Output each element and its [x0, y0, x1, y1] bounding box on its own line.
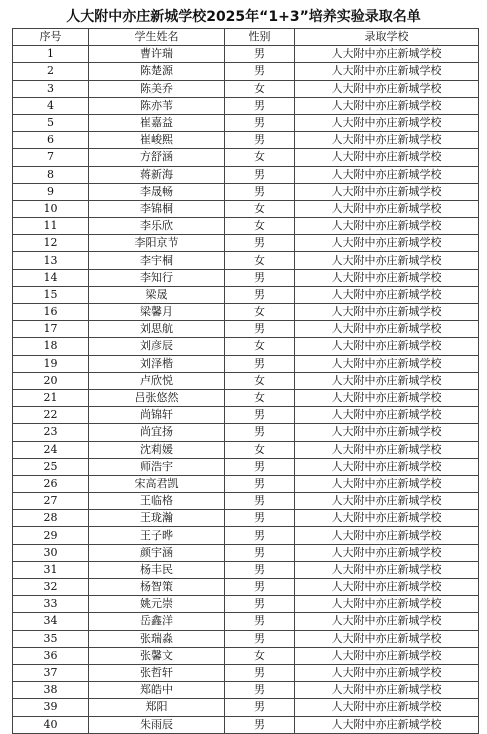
cell-school: 人大附中亦庄新城学校 — [295, 304, 479, 321]
cell-school: 人大附中亦庄新城学校 — [295, 544, 479, 561]
cell-gender: 男 — [225, 579, 295, 596]
cell-gender: 女 — [225, 149, 295, 166]
cell-student-name: 卢欣悦 — [89, 372, 225, 389]
cell-gender: 男 — [225, 355, 295, 372]
table-row — [13, 218, 479, 235]
cell-student-name: 李知行 — [89, 269, 225, 286]
table-row — [13, 475, 479, 492]
cell-gender: 男 — [225, 613, 295, 630]
cell-no: 24 — [13, 441, 89, 458]
cell-school: 人大附中亦庄新城学校 — [295, 252, 479, 269]
cell-school: 人大附中亦庄新城学校 — [295, 493, 479, 510]
table-row — [13, 97, 479, 114]
cell-gender: 男 — [225, 510, 295, 527]
cell-student-name: 刘彦辰 — [89, 338, 225, 355]
cell-student-name: 吕张悠然 — [89, 389, 225, 406]
cell-school: 人大附中亦庄新城学校 — [295, 80, 479, 97]
cell-student-name: 刘思航 — [89, 321, 225, 338]
cell-gender: 女 — [225, 200, 295, 217]
cell-gender: 男 — [225, 596, 295, 613]
cell-student-name: 杨智策 — [89, 579, 225, 596]
cell-no: 23 — [13, 424, 89, 441]
cell-no: 4 — [13, 97, 89, 114]
cell-gender: 女 — [225, 218, 295, 235]
cell-school: 人大附中亦庄新城学校 — [295, 510, 479, 527]
cell-gender: 女 — [225, 80, 295, 97]
cell-student-name: 王珑瀚 — [89, 510, 225, 527]
cell-gender: 男 — [225, 132, 295, 149]
document-title: 人大附中亦庄新城学校2025年“1+3”培养实验录取名单 — [66, 9, 421, 25]
table-row — [13, 149, 479, 166]
cell-student-name: 郑皓中 — [89, 682, 225, 699]
cell-no: 40 — [13, 716, 89, 733]
cell-gender: 女 — [225, 389, 295, 406]
table-row — [13, 372, 479, 389]
table-row — [13, 613, 479, 630]
table-row — [13, 183, 479, 200]
cell-no: 35 — [13, 630, 89, 647]
cell-school: 人大附中亦庄新城学校 — [295, 630, 479, 647]
cell-student-name: 崔峻熙 — [89, 132, 225, 149]
table-row — [13, 544, 479, 561]
table-row — [13, 596, 479, 613]
cell-student-name: 张哲轩 — [89, 664, 225, 681]
cell-no: 38 — [13, 682, 89, 699]
cell-school: 人大附中亦庄新城学校 — [295, 699, 479, 716]
cell-school: 人大附中亦庄新城学校 — [295, 458, 479, 475]
cell-no: 18 — [13, 338, 89, 355]
column-header-gender: 性别 — [225, 29, 295, 46]
table-header — [13, 29, 479, 46]
cell-school: 人大附中亦庄新城学校 — [295, 527, 479, 544]
cell-school: 人大附中亦庄新城学校 — [295, 613, 479, 630]
cell-school: 人大附中亦庄新城学校 — [295, 338, 479, 355]
cell-school: 人大附中亦庄新城学校 — [295, 97, 479, 114]
cell-school: 人大附中亦庄新城学校 — [295, 647, 479, 664]
table-row — [13, 114, 479, 131]
cell-no: 11 — [13, 218, 89, 235]
cell-student-name: 张馨文 — [89, 647, 225, 664]
cell-school: 人大附中亦庄新城学校 — [295, 132, 479, 149]
cell-no: 37 — [13, 664, 89, 681]
cell-student-name: 师浩宇 — [89, 458, 225, 475]
cell-no: 1 — [13, 46, 89, 63]
table-row — [13, 80, 479, 97]
cell-student-name: 宋高君凯 — [89, 475, 225, 492]
cell-school: 人大附中亦庄新城学校 — [295, 561, 479, 578]
cell-no: 19 — [13, 355, 89, 372]
cell-gender: 男 — [225, 493, 295, 510]
cell-school: 人大附中亦庄新城学校 — [295, 200, 479, 217]
cell-student-name: 陈楚源 — [89, 63, 225, 80]
table-body — [13, 46, 479, 734]
table-row — [13, 407, 479, 424]
cell-school: 人大附中亦庄新城学校 — [295, 63, 479, 80]
table-row — [13, 458, 479, 475]
cell-no: 13 — [13, 252, 89, 269]
table-row — [13, 647, 479, 664]
cell-gender: 男 — [225, 716, 295, 733]
cell-no: 21 — [13, 389, 89, 406]
cell-school: 人大附中亦庄新城学校 — [295, 46, 479, 63]
cell-no: 10 — [13, 200, 89, 217]
cell-student-name: 梁晟 — [89, 286, 225, 303]
cell-gender: 男 — [225, 664, 295, 681]
cell-no: 22 — [13, 407, 89, 424]
column-header-name: 学生姓名 — [89, 29, 225, 46]
cell-gender: 女 — [225, 441, 295, 458]
cell-no: 28 — [13, 510, 89, 527]
cell-no: 20 — [13, 372, 89, 389]
cell-gender: 男 — [225, 475, 295, 492]
table-row — [13, 579, 479, 596]
cell-no: 25 — [13, 458, 89, 475]
cell-school: 人大附中亦庄新城学校 — [295, 166, 479, 183]
cell-gender: 男 — [225, 458, 295, 475]
cell-school: 人大附中亦庄新城学校 — [295, 235, 479, 252]
cell-gender: 男 — [225, 46, 295, 63]
cell-student-name: 方舒涵 — [89, 149, 225, 166]
cell-no: 6 — [13, 132, 89, 149]
cell-gender: 男 — [225, 630, 295, 647]
cell-gender: 男 — [225, 682, 295, 699]
table-row — [13, 493, 479, 510]
table-row — [13, 510, 479, 527]
cell-no: 29 — [13, 527, 89, 544]
cell-gender: 男 — [225, 114, 295, 131]
table-row — [13, 424, 479, 441]
table-row — [13, 286, 479, 303]
table-row — [13, 252, 479, 269]
cell-student-name: 梁馨月 — [89, 304, 225, 321]
cell-gender: 男 — [225, 544, 295, 561]
table-row — [13, 389, 479, 406]
cell-no: 15 — [13, 286, 89, 303]
table-row — [13, 561, 479, 578]
table-row — [13, 441, 479, 458]
cell-gender: 女 — [225, 647, 295, 664]
cell-student-name: 李锦桐 — [89, 200, 225, 217]
cell-student-name: 陈美乔 — [89, 80, 225, 97]
cell-no: 32 — [13, 579, 89, 596]
table-row — [13, 630, 479, 647]
table-row — [13, 235, 479, 252]
cell-school: 人大附中亦庄新城学校 — [295, 407, 479, 424]
cell-student-name: 蒋新海 — [89, 166, 225, 183]
cell-student-name: 沈莉媛 — [89, 441, 225, 458]
cell-gender: 女 — [225, 372, 295, 389]
cell-student-name: 李阳京节 — [89, 235, 225, 252]
cell-no: 27 — [13, 493, 89, 510]
cell-student-name: 岳鑫洋 — [89, 613, 225, 630]
cell-student-name: 姚元崇 — [89, 596, 225, 613]
cell-no: 12 — [13, 235, 89, 252]
cell-student-name: 曹许瑞 — [89, 46, 225, 63]
cell-no: 33 — [13, 596, 89, 613]
cell-no: 31 — [13, 561, 89, 578]
table-row — [13, 682, 479, 699]
admission-table — [12, 28, 479, 734]
cell-school: 人大附中亦庄新城学校 — [295, 355, 479, 372]
cell-school: 人大附中亦庄新城学校 — [295, 321, 479, 338]
cell-school: 人大附中亦庄新城学校 — [295, 183, 479, 200]
cell-school: 人大附中亦庄新城学校 — [295, 579, 479, 596]
cell-student-name: 王子晔 — [89, 527, 225, 544]
cell-no: 2 — [13, 63, 89, 80]
table-row — [13, 63, 479, 80]
cell-student-name: 尚锦轩 — [89, 407, 225, 424]
cell-student-name: 杨丰民 — [89, 561, 225, 578]
cell-student-name: 陈亦苇 — [89, 97, 225, 114]
cell-school: 人大附中亦庄新城学校 — [295, 424, 479, 441]
table-row — [13, 304, 479, 321]
cell-school: 人大附中亦庄新城学校 — [295, 682, 479, 699]
cell-student-name: 李宇桐 — [89, 252, 225, 269]
table-row — [13, 338, 479, 355]
cell-gender: 男 — [225, 527, 295, 544]
cell-school: 人大附中亦庄新城学校 — [295, 716, 479, 733]
cell-no: 17 — [13, 321, 89, 338]
cell-no: 14 — [13, 269, 89, 286]
cell-student-name: 李晟畅 — [89, 183, 225, 200]
cell-gender: 男 — [225, 561, 295, 578]
header-row — [13, 29, 479, 46]
cell-no: 36 — [13, 647, 89, 664]
table-row — [13, 321, 479, 338]
cell-gender: 女 — [225, 304, 295, 321]
cell-student-name: 刘泽楷 — [89, 355, 225, 372]
cell-school: 人大附中亦庄新城学校 — [295, 372, 479, 389]
cell-school: 人大附中亦庄新城学校 — [295, 441, 479, 458]
cell-gender: 女 — [225, 252, 295, 269]
cell-no: 5 — [13, 114, 89, 131]
cell-no: 3 — [13, 80, 89, 97]
cell-gender: 男 — [225, 63, 295, 80]
cell-no: 9 — [13, 183, 89, 200]
cell-gender: 男 — [225, 166, 295, 183]
cell-student-name: 尚宜扬 — [89, 424, 225, 441]
cell-school: 人大附中亦庄新城学校 — [295, 389, 479, 406]
cell-no: 39 — [13, 699, 89, 716]
cell-no: 8 — [13, 166, 89, 183]
cell-gender: 男 — [225, 407, 295, 424]
cell-school: 人大附中亦庄新城学校 — [295, 114, 479, 131]
table-row — [13, 527, 479, 544]
cell-no: 7 — [13, 149, 89, 166]
table-row — [13, 716, 479, 733]
table-row — [13, 200, 479, 217]
cell-gender: 男 — [225, 235, 295, 252]
cell-student-name: 颜宇涵 — [89, 544, 225, 561]
table-row — [13, 355, 479, 372]
column-header-no: 序号 — [13, 29, 89, 46]
cell-no: 34 — [13, 613, 89, 630]
table-row — [13, 132, 479, 149]
cell-school: 人大附中亦庄新城学校 — [295, 475, 479, 492]
cell-student-name: 张瑞淼 — [89, 630, 225, 647]
cell-student-name: 李乐欣 — [89, 218, 225, 235]
cell-gender: 男 — [225, 321, 295, 338]
cell-school: 人大附中亦庄新城学校 — [295, 596, 479, 613]
cell-no: 30 — [13, 544, 89, 561]
cell-student-name: 崔嘉益 — [89, 114, 225, 131]
table-row — [13, 269, 479, 286]
cell-school: 人大附中亦庄新城学校 — [295, 149, 479, 166]
cell-no: 16 — [13, 304, 89, 321]
cell-school: 人大附中亦庄新城学校 — [295, 286, 479, 303]
cell-gender: 男 — [225, 269, 295, 286]
cell-gender: 男 — [225, 286, 295, 303]
cell-no: 26 — [13, 475, 89, 492]
cell-gender: 男 — [225, 97, 295, 114]
column-header-school: 录取学校 — [295, 29, 479, 46]
cell-school: 人大附中亦庄新城学校 — [295, 218, 479, 235]
cell-gender: 女 — [225, 338, 295, 355]
cell-school: 人大附中亦庄新城学校 — [295, 269, 479, 286]
cell-student-name: 郑阳 — [89, 699, 225, 716]
cell-gender: 男 — [225, 183, 295, 200]
cell-school: 人大附中亦庄新城学校 — [295, 664, 479, 681]
table-row — [13, 46, 479, 63]
table-row — [13, 664, 479, 681]
table-row — [13, 699, 479, 716]
cell-student-name: 朱雨辰 — [89, 716, 225, 733]
cell-student-name: 王临格 — [89, 493, 225, 510]
cell-gender: 男 — [225, 699, 295, 716]
table-row — [13, 166, 479, 183]
cell-gender: 男 — [225, 424, 295, 441]
